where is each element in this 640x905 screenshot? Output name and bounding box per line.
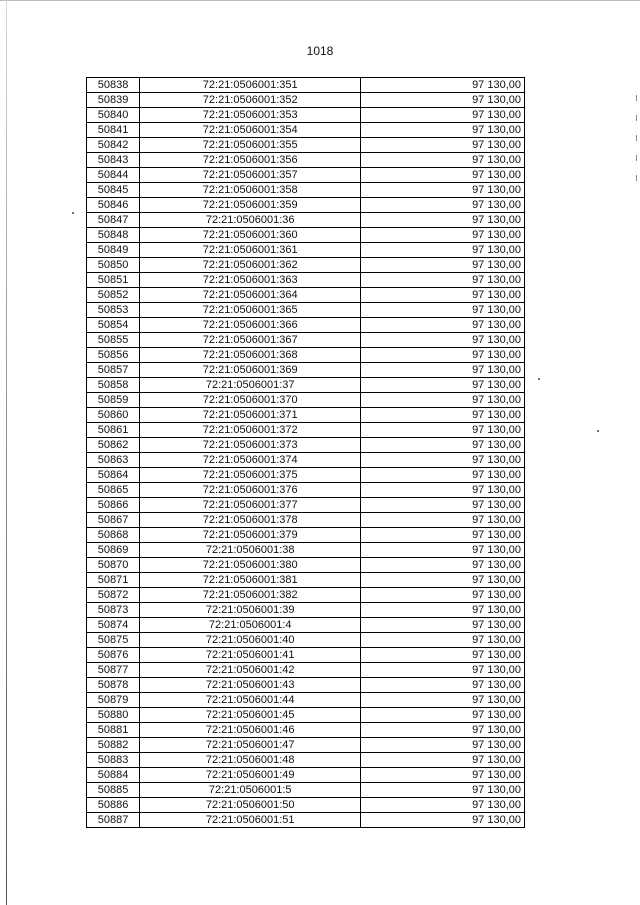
value-cell: 97 130,00 — [361, 738, 525, 753]
scan-left-edge — [6, 0, 7, 905]
value-cell: 97 130,00 — [361, 723, 525, 738]
value-cell: 97 130,00 — [361, 333, 525, 348]
row-number-cell: 50871 — [87, 573, 140, 588]
value-cell: 97 130,00 — [361, 618, 525, 633]
row-number-cell: 50882 — [87, 738, 140, 753]
row-number-cell: 50869 — [87, 543, 140, 558]
value-cell: 97 130,00 — [361, 213, 525, 228]
row-number-cell: 50870 — [87, 558, 140, 573]
row-number-cell: 50884 — [87, 768, 140, 783]
value-cell: 97 130,00 — [361, 363, 525, 378]
row-number-cell: 50866 — [87, 498, 140, 513]
row-number-cell: 50881 — [87, 723, 140, 738]
row-number-cell: 50862 — [87, 438, 140, 453]
value-cell: 97 130,00 — [361, 468, 525, 483]
table-row — [87, 753, 525, 768]
row-number-cell: 50843 — [87, 153, 140, 168]
row-number-cell: 50855 — [87, 333, 140, 348]
value-cell: 97 130,00 — [361, 138, 525, 153]
table-row — [87, 693, 525, 708]
table-body — [87, 78, 525, 828]
cadastral-number-cell: 72:21:0506001:49 — [140, 768, 361, 783]
cadastral-number-cell: 72:21:0506001:36 — [140, 213, 361, 228]
table-row — [87, 318, 525, 333]
cadastral-number-cell: 72:21:0506001:360 — [140, 228, 361, 243]
row-number-cell: 50847 — [87, 213, 140, 228]
table-row — [87, 618, 525, 633]
table-row — [87, 408, 525, 423]
row-number-cell: 50856 — [87, 348, 140, 363]
cadastral-number-cell: 72:21:0506001:355 — [140, 138, 361, 153]
table-row — [87, 768, 525, 783]
table-row — [87, 393, 525, 408]
value-cell: 97 130,00 — [361, 273, 525, 288]
row-number-cell: 50838 — [87, 78, 140, 93]
cadastral-number-cell: 72:21:0506001:374 — [140, 453, 361, 468]
table-row — [87, 438, 525, 453]
cadastral-number-cell: 72:21:0506001:38 — [140, 543, 361, 558]
cadastral-number-cell: 72:21:0506001:366 — [140, 318, 361, 333]
cadastral-number-cell: 72:21:0506001:375 — [140, 468, 361, 483]
table-row — [87, 138, 525, 153]
cadastral-number-cell: 72:21:0506001:353 — [140, 108, 361, 123]
cadastral-number-cell: 72:21:0506001:45 — [140, 708, 361, 723]
value-cell: 97 130,00 — [361, 513, 525, 528]
table-row — [87, 78, 525, 93]
cadastral-number-cell: 72:21:0506001:352 — [140, 93, 361, 108]
value-cell: 97 130,00 — [361, 753, 525, 768]
value-cell: 97 130,00 — [361, 543, 525, 558]
row-number-cell: 50853 — [87, 303, 140, 318]
table-row — [87, 603, 525, 618]
table-row — [87, 258, 525, 273]
cadastral-number-cell: 72:21:0506001:46 — [140, 723, 361, 738]
cadastral-number-cell: 72:21:0506001:371 — [140, 408, 361, 423]
value-cell: 97 130,00 — [361, 108, 525, 123]
value-cell: 97 130,00 — [361, 438, 525, 453]
row-number-cell: 50844 — [87, 168, 140, 183]
value-cell: 97 130,00 — [361, 783, 525, 798]
cadastral-number-cell: 72:21:0506001:51 — [140, 813, 361, 828]
table-row — [87, 243, 525, 258]
row-number-cell: 50886 — [87, 798, 140, 813]
value-cell: 97 130,00 — [361, 258, 525, 273]
table-row — [87, 513, 525, 528]
cadastral-number-cell: 72:21:0506001:50 — [140, 798, 361, 813]
table-row — [87, 288, 525, 303]
cadastral-number-cell: 72:21:0506001:48 — [140, 753, 361, 768]
table-row — [87, 93, 525, 108]
cadastral-number-cell: 72:21:0506001:42 — [140, 663, 361, 678]
row-number-cell: 50858 — [87, 378, 140, 393]
value-cell: 97 130,00 — [361, 768, 525, 783]
row-number-cell: 50876 — [87, 648, 140, 663]
row-number-cell: 50861 — [87, 423, 140, 438]
table-row — [87, 663, 525, 678]
cadastral-number-cell: 72:21:0506001:377 — [140, 498, 361, 513]
cadastral-number-cell: 72:21:0506001:358 — [140, 183, 361, 198]
page-number: 1018 — [306, 44, 334, 58]
scan-speck — [538, 378, 540, 380]
row-number-cell: 50851 — [87, 273, 140, 288]
value-cell: 97 130,00 — [361, 813, 525, 828]
row-number-cell: 50848 — [87, 228, 140, 243]
value-cell: 97 130,00 — [361, 678, 525, 693]
row-number-cell: 50852 — [87, 288, 140, 303]
table-row — [87, 798, 525, 813]
table-row — [87, 813, 525, 828]
value-cell: 97 130,00 — [361, 393, 525, 408]
table-row — [87, 543, 525, 558]
table-row — [87, 573, 525, 588]
table-row — [87, 168, 525, 183]
table-row — [87, 468, 525, 483]
cadastral-number-cell: 72:21:0506001:40 — [140, 633, 361, 648]
cadastral-number-cell: 72:21:0506001:5 — [140, 783, 361, 798]
table-row — [87, 378, 525, 393]
row-number-cell: 50868 — [87, 528, 140, 543]
table-row — [87, 228, 525, 243]
row-number-cell: 50864 — [87, 468, 140, 483]
cadastral-number-cell: 72:21:0506001:365 — [140, 303, 361, 318]
cadastral-number-cell: 72:21:0506001:381 — [140, 573, 361, 588]
value-cell: 97 130,00 — [361, 633, 525, 648]
table-row — [87, 723, 525, 738]
row-number-cell: 50887 — [87, 813, 140, 828]
row-number-cell: 50845 — [87, 183, 140, 198]
value-cell: 97 130,00 — [361, 303, 525, 318]
table-row — [87, 108, 525, 123]
value-cell: 97 130,00 — [361, 423, 525, 438]
value-cell: 97 130,00 — [361, 318, 525, 333]
table-row — [87, 363, 525, 378]
cadastral-number-cell: 72:21:0506001:4 — [140, 618, 361, 633]
row-number-cell: 50874 — [87, 618, 140, 633]
value-cell: 97 130,00 — [361, 243, 525, 258]
value-cell: 97 130,00 — [361, 228, 525, 243]
row-number-cell: 50872 — [87, 588, 140, 603]
scan-speck — [597, 430, 599, 432]
table-row — [87, 213, 525, 228]
row-number-cell: 50883 — [87, 753, 140, 768]
cadastral-number-cell: 72:21:0506001:361 — [140, 243, 361, 258]
cadastral-number-cell: 72:21:0506001:369 — [140, 363, 361, 378]
table-row — [87, 423, 525, 438]
value-cell: 97 130,00 — [361, 288, 525, 303]
cadastral-number-cell: 72:21:0506001:43 — [140, 678, 361, 693]
cadastral-number-cell: 72:21:0506001:376 — [140, 483, 361, 498]
value-cell: 97 130,00 — [361, 648, 525, 663]
table-row — [87, 783, 525, 798]
cadastral-number-cell: 72:21:0506001:362 — [140, 258, 361, 273]
row-number-cell: 50839 — [87, 93, 140, 108]
cadastral-number-cell: 72:21:0506001:378 — [140, 513, 361, 528]
table-row — [87, 738, 525, 753]
table-row — [87, 498, 525, 513]
cadastral-table — [86, 77, 525, 828]
cadastral-number-cell: 72:21:0506001:380 — [140, 558, 361, 573]
row-number-cell: 50878 — [87, 678, 140, 693]
table-row — [87, 273, 525, 288]
value-cell: 97 130,00 — [361, 78, 525, 93]
value-cell: 97 130,00 — [361, 588, 525, 603]
row-number-cell: 50885 — [87, 783, 140, 798]
table-row — [87, 183, 525, 198]
value-cell: 97 130,00 — [361, 693, 525, 708]
row-number-cell: 50841 — [87, 123, 140, 138]
table-row — [87, 483, 525, 498]
value-cell: 97 130,00 — [361, 348, 525, 363]
row-number-cell: 50873 — [87, 603, 140, 618]
value-cell: 97 130,00 — [361, 378, 525, 393]
cadastral-number-cell: 72:21:0506001:39 — [140, 603, 361, 618]
value-cell: 97 130,00 — [361, 183, 525, 198]
table-row — [87, 558, 525, 573]
value-cell: 97 130,00 — [361, 168, 525, 183]
table-row — [87, 528, 525, 543]
row-number-cell: 50854 — [87, 318, 140, 333]
value-cell: 97 130,00 — [361, 123, 525, 138]
cadastral-number-cell: 72:21:0506001:372 — [140, 423, 361, 438]
row-number-cell: 50877 — [87, 663, 140, 678]
row-number-cell: 50842 — [87, 138, 140, 153]
table-row — [87, 708, 525, 723]
value-cell: 97 130,00 — [361, 498, 525, 513]
row-number-cell: 50859 — [87, 393, 140, 408]
table-row — [87, 303, 525, 318]
value-cell: 97 130,00 — [361, 528, 525, 543]
row-number-cell: 50846 — [87, 198, 140, 213]
cadastral-number-cell: 72:21:0506001:357 — [140, 168, 361, 183]
cadastral-number-cell: 72:21:0506001:379 — [140, 528, 361, 543]
cadastral-number-cell: 72:21:0506001:41 — [140, 648, 361, 663]
cadastral-number-cell: 72:21:0506001:351 — [140, 78, 361, 93]
table-row — [87, 198, 525, 213]
cadastral-number-cell: 72:21:0506001:47 — [140, 738, 361, 753]
scan-speck — [72, 212, 74, 214]
scan-right-edge-marks — [636, 95, 637, 195]
value-cell: 97 130,00 — [361, 573, 525, 588]
value-cell: 97 130,00 — [361, 603, 525, 618]
cadastral-number-cell: 72:21:0506001:363 — [140, 273, 361, 288]
row-number-cell: 50850 — [87, 258, 140, 273]
value-cell: 97 130,00 — [361, 408, 525, 423]
cadastral-number-cell: 72:21:0506001:382 — [140, 588, 361, 603]
cadastral-number-cell: 72:21:0506001:359 — [140, 198, 361, 213]
cadastral-number-cell: 72:21:0506001:373 — [140, 438, 361, 453]
row-number-cell: 50860 — [87, 408, 140, 423]
cadastral-number-cell: 72:21:0506001:367 — [140, 333, 361, 348]
cadastral-number-cell: 72:21:0506001:364 — [140, 288, 361, 303]
table-row — [87, 648, 525, 663]
row-number-cell: 50867 — [87, 513, 140, 528]
row-number-cell: 50875 — [87, 633, 140, 648]
scan-top-edge — [0, 0, 640, 1]
cadastral-number-cell: 72:21:0506001:354 — [140, 123, 361, 138]
value-cell: 97 130,00 — [361, 93, 525, 108]
row-number-cell: 50865 — [87, 483, 140, 498]
table-row — [87, 153, 525, 168]
row-number-cell: 50863 — [87, 453, 140, 468]
table-row — [87, 588, 525, 603]
row-number-cell: 50840 — [87, 108, 140, 123]
cadastral-number-cell: 72:21:0506001:370 — [140, 393, 361, 408]
table-row — [87, 678, 525, 693]
table-row — [87, 123, 525, 138]
cadastral-number-cell: 72:21:0506001:356 — [140, 153, 361, 168]
value-cell: 97 130,00 — [361, 558, 525, 573]
value-cell: 97 130,00 — [361, 153, 525, 168]
row-number-cell: 50879 — [87, 693, 140, 708]
value-cell: 97 130,00 — [361, 198, 525, 213]
cadastral-number-cell: 72:21:0506001:368 — [140, 348, 361, 363]
cadastral-number-cell: 72:21:0506001:44 — [140, 693, 361, 708]
value-cell: 97 130,00 — [361, 663, 525, 678]
cadastral-number-cell: 72:21:0506001:37 — [140, 378, 361, 393]
value-cell: 97 130,00 — [361, 708, 525, 723]
value-cell: 97 130,00 — [361, 453, 525, 468]
row-number-cell: 50857 — [87, 363, 140, 378]
table-row — [87, 633, 525, 648]
value-cell: 97 130,00 — [361, 798, 525, 813]
row-number-cell: 50849 — [87, 243, 140, 258]
row-number-cell: 50880 — [87, 708, 140, 723]
value-cell: 97 130,00 — [361, 483, 525, 498]
table-row — [87, 453, 525, 468]
table-row — [87, 333, 525, 348]
table-row — [87, 348, 525, 363]
